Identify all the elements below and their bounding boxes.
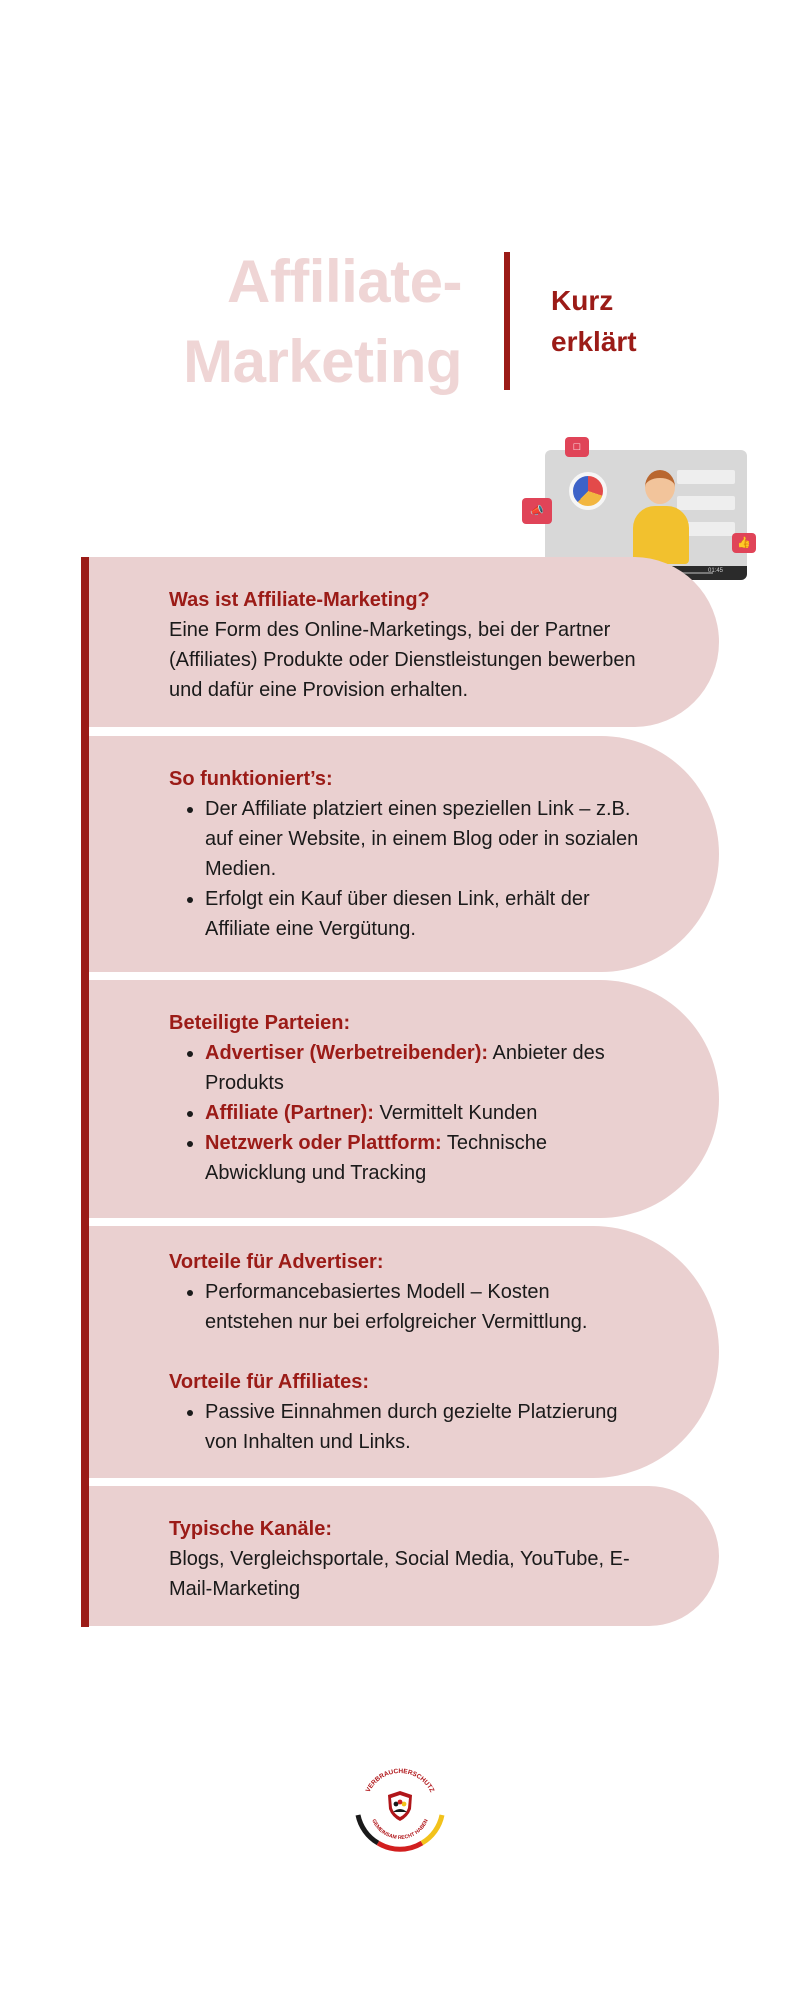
party-term: Advertiser (Werbetreibender):: [205, 1042, 489, 1064]
page-title: [130, 242, 462, 402]
bullet-list: [169, 1038, 639, 1188]
megaphone-icon: 📣: [522, 498, 552, 524]
list-item: • Passive Einnahmen durch gezielte Platzierung von Inhalten und Links.: [205, 1397, 639, 1457]
bullet-list: [169, 794, 639, 944]
party-term: Affiliate (Partner):: [205, 1102, 374, 1124]
section-heading: Beteiligte Parteien:: [169, 1012, 351, 1034]
thumbs-up-icon: 👍: [732, 533, 756, 553]
subtitle-line-2: erklärt: [551, 326, 637, 357]
list-item: [205, 1128, 639, 1188]
card-how-it-works: [89, 736, 719, 972]
list-item: • Der Affiliate platziert einen speziellen Link – z.B. auf einer Website, in einem Blog oder in sozialen Medien.: [205, 794, 639, 884]
section-heading: So funktioniert’s:: [169, 768, 333, 790]
section-text: Eine Form des Online-Marketings, bei der Partner (Affiliates) Produkte oder Dienstleistungen bewerben und dafür eine Provision erhalten.: [169, 619, 636, 701]
list-item: [205, 1038, 639, 1098]
card-benefits: [89, 1226, 719, 1478]
title-line-1: Affiliate-: [227, 248, 462, 315]
presenter-head: [645, 470, 675, 504]
section-heading: Vorteile für Advertiser:: [169, 1251, 384, 1273]
bullet-list: [169, 1397, 639, 1457]
card-parties: [89, 980, 719, 1218]
presenter-body: [633, 506, 689, 564]
card-what-is: [89, 557, 719, 727]
title-line-2: Marketing: [183, 328, 462, 395]
title-divider: [504, 252, 510, 390]
party-desc: Anbieter des Produkts: [205, 1042, 605, 1094]
party-desc: Vermittelt Kunden: [373, 1102, 538, 1124]
left-accent-rule: [81, 557, 89, 1627]
subtitle-line-1: Kurz: [551, 285, 614, 316]
section-text: Blogs, Vergleichsportale, Social Media, YouTube, E-Mail-Marketing: [169, 1548, 630, 1600]
logo-bottom-text: GEMEINSAM RECHT HABEN: [370, 1818, 430, 1842]
party-term: Netzwerk oder Plattform:: [205, 1132, 442, 1154]
pie-chart-icon: [569, 472, 607, 510]
list-item: • Performancebasiertes Modell – Kosten entstehen nur bei erfolgreicher Vermittlung.: [205, 1277, 639, 1337]
placeholder-line: [677, 470, 735, 484]
list-item: [205, 1098, 639, 1128]
placeholder-line: [677, 496, 735, 510]
time-end: 01:45: [707, 568, 723, 574]
verbraucherschutz-logo: [350, 1757, 450, 1857]
page-subtitle: [551, 280, 637, 362]
section-heading: Vorteile für Affiliates:: [169, 1371, 370, 1393]
section-heading: Typische Kanäle:: [169, 1518, 333, 1540]
chat-bubble-icon: □: [565, 437, 589, 457]
logo-top-text: VERBRAUCHERSCHUTZ: [364, 1767, 436, 1794]
section-heading: Was ist Affiliate-Marketing?: [169, 589, 430, 611]
bullet-list: [169, 1277, 639, 1337]
party-desc: Technische Abwicklung und Tracking: [205, 1132, 547, 1184]
card-channels: [89, 1486, 719, 1626]
list-item: • Erfolgt ein Kauf über diesen Link, erhält der Affiliate eine Vergütung.: [205, 884, 639, 944]
